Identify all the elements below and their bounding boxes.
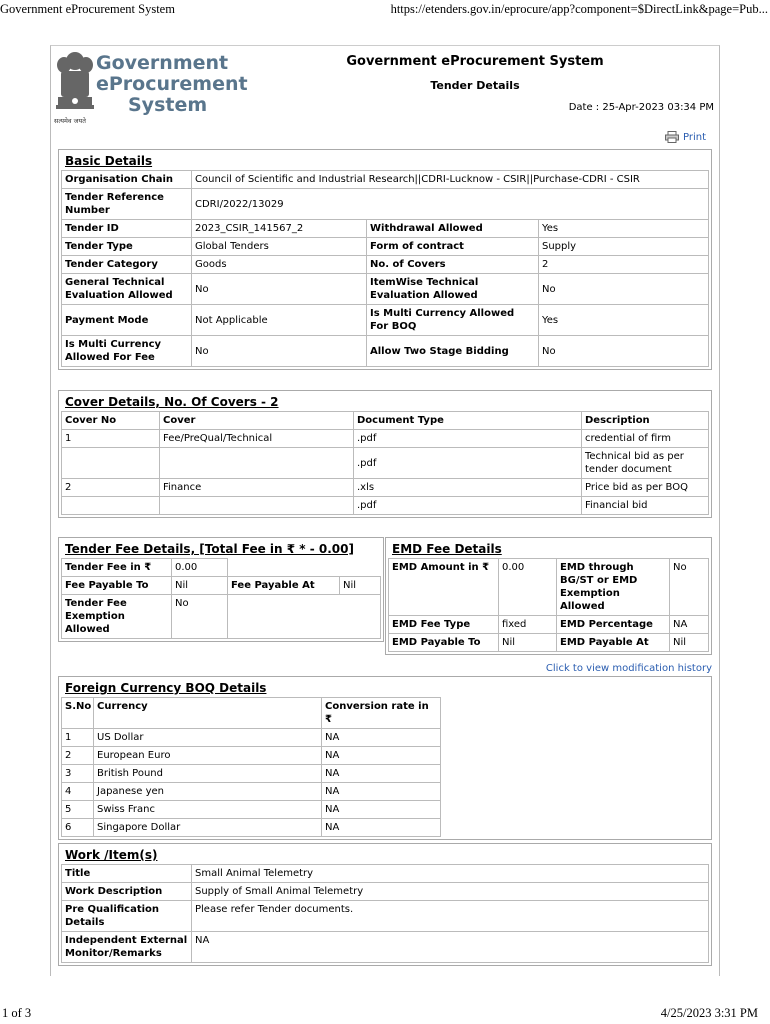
logo-line2: eProcurement (96, 73, 248, 95)
foreign-currency-title: Foreign Currency BOQ Details (65, 681, 267, 695)
work-items-section (58, 843, 712, 966)
payto-label: Fee Payable To (62, 577, 172, 595)
modification-history-link[interactable]: Click to view modification history (545, 663, 712, 674)
foreign-currency-section (58, 676, 712, 840)
column-header: Description (582, 412, 709, 430)
emd-amount-label: EMD Amount in ₹ (389, 559, 499, 616)
covers-label: No. of Covers (367, 256, 539, 274)
table-cell: Price bid as per BOQ (582, 479, 709, 497)
exempt-label: Tender Fee Exemption Allowed (62, 595, 172, 639)
table-row (389, 616, 709, 634)
table-cell: NA (322, 783, 441, 801)
column-header: Currency (94, 698, 322, 729)
table-row (62, 430, 709, 448)
multiboq-value: Yes (539, 305, 709, 336)
work-items-table (61, 864, 709, 963)
table-cell: 5 (62, 801, 94, 819)
work-desc-label: Work Description (62, 883, 192, 901)
category-label: Tender Category (62, 256, 192, 274)
basic-details-section (58, 149, 712, 370)
emd-bg-label: EMD through BG/ST or EMD Exemption Allowed (557, 559, 670, 616)
table-cell: 6 (62, 819, 94, 837)
multifee-value: No (192, 336, 367, 367)
table-row (389, 559, 709, 616)
emd-pct-label: EMD Percentage (557, 616, 670, 634)
table-cell: .pdf (354, 430, 582, 448)
column-header: Document Type (354, 412, 582, 430)
table-row (62, 171, 709, 189)
preq-label: Pre Qualification Details (62, 901, 192, 932)
logo (52, 49, 248, 127)
logo-line3: System (128, 94, 208, 116)
table-cell (160, 448, 354, 479)
gte-label: General Technical Evaluation Allowed (62, 274, 192, 305)
fee-label: Tender Fee in ₹ (62, 559, 172, 577)
date-stamp: Date : 25-Apr-2023 03:34 PM (568, 102, 714, 113)
table-cell: Financial bid (582, 497, 709, 515)
table-row (62, 559, 381, 577)
tender-id-value: 2023_CSIR_141567_2 (192, 220, 367, 238)
table-row (62, 220, 709, 238)
table-row (62, 479, 709, 497)
table-row (62, 865, 709, 883)
table-row (62, 883, 709, 901)
cover-details-table (61, 411, 709, 515)
print-label: Print (682, 131, 706, 143)
table-cell: 3 (62, 765, 94, 783)
table-cell: 1 (62, 430, 160, 448)
table-row (62, 577, 381, 595)
table-row (62, 305, 709, 336)
table-row (62, 448, 709, 479)
table-cell: NA (322, 819, 441, 837)
table-cell: NA (322, 729, 441, 747)
preq-value: Please refer Tender documents. (192, 901, 709, 932)
table-cell: Swiss Franc (94, 801, 322, 819)
tender-fee-title: Tender Fee Details, [Total Fee in ₹ * - 0.00] (65, 542, 354, 556)
table-row (62, 274, 709, 305)
withdraw-value: Yes (539, 220, 709, 238)
table-row (62, 747, 441, 765)
table-row (62, 336, 709, 367)
category-value: Goods (192, 256, 367, 274)
print-timestamp: 4/25/2023 3:31 PM (660, 1006, 758, 1020)
covers-value: 2 (539, 256, 709, 274)
gte-value: No (192, 274, 367, 305)
table-row (62, 189, 709, 220)
tender-type-label: Tender Type (62, 238, 192, 256)
table-cell: 4 (62, 783, 94, 801)
monitor-value: NA (192, 932, 709, 963)
cover-details-section (58, 390, 712, 518)
table-cell: 2 (62, 479, 160, 497)
payment-label: Payment Mode (62, 305, 192, 336)
twostage-value: No (539, 336, 709, 367)
column-header: S.No (62, 698, 94, 729)
page-number: 1 of 3 (2, 1006, 32, 1020)
work-desc-value: Supply of Small Animal Telemetry (192, 883, 709, 901)
multifee-label: Is Multi Currency Allowed For Fee (62, 336, 192, 367)
print-button[interactable] (665, 131, 706, 143)
itemwise-value: No (539, 274, 709, 305)
table-cell: Japanese yen (94, 783, 322, 801)
table-row (62, 256, 709, 274)
table-cell (62, 497, 160, 515)
table-row (62, 932, 709, 963)
withdraw-label: Withdrawal Allowed (367, 220, 539, 238)
table-cell: .pdf (354, 448, 582, 479)
emd-payat-value: Nil (670, 634, 709, 652)
logo-line1: Government (96, 52, 229, 74)
tender-fee-table (61, 558, 381, 639)
table-row (62, 595, 381, 639)
itemwise-label: ItemWise Technical Evaluation Allowed (367, 274, 539, 305)
table-row (62, 497, 709, 515)
table-cell: NA (322, 747, 441, 765)
table-row (62, 783, 441, 801)
table-row (62, 765, 441, 783)
fee-value: 0.00 (172, 559, 228, 577)
payment-value: Not Applicable (192, 305, 367, 336)
table-cell (62, 448, 160, 479)
table-cell (160, 497, 354, 515)
tender-type-value: Global Tenders (192, 238, 367, 256)
table-cell: NA (322, 801, 441, 819)
monitor-label: Independent External Monitor/Remarks (62, 932, 192, 963)
payat-value: Nil (340, 577, 381, 595)
logo-motto: सत्यमेव जयते (54, 117, 86, 125)
emd-payat-label: EMD Payable At (557, 634, 670, 652)
exempt-value: No (172, 595, 228, 639)
table-header-row (62, 698, 441, 729)
table-cell: US Dollar (94, 729, 322, 747)
column-header: Conversion rate in ₹ (322, 698, 441, 729)
table-cell: Fee/PreQual/Technical (160, 430, 354, 448)
table-cell: European Euro (94, 747, 322, 765)
table-header-row (62, 412, 709, 430)
table-row (389, 634, 709, 652)
cover-details-title: Cover Details, No. Of Covers - 2 (65, 395, 279, 409)
table-cell: .pdf (354, 497, 582, 515)
twostage-label: Allow Two Stage Bidding (367, 336, 539, 367)
column-header: Cover (160, 412, 354, 430)
emblem-icon (52, 49, 98, 125)
emd-pct-value: NA (670, 616, 709, 634)
table-cell: NA (322, 765, 441, 783)
emd-payto-value: Nil (499, 634, 557, 652)
ref-label: Tender Reference Number (62, 189, 192, 220)
table-row (62, 238, 709, 256)
table-cell: Technical bid as per tender document (582, 448, 709, 479)
column-header: Cover No (62, 412, 160, 430)
browser-tab-title: Government eProcurement System (0, 2, 175, 16)
org-value: Council of Scientific and Industrial Research||CDRI-Lucknow - CSIR||Purchase-CDRI - CSIR (192, 171, 709, 189)
table-cell: British Pound (94, 765, 322, 783)
table-cell: 2 (62, 747, 94, 765)
emd-type-label: EMD Fee Type (389, 616, 499, 634)
tender-id-label: Tender ID (62, 220, 192, 238)
emd-amount-value: 0.00 (499, 559, 557, 616)
payto-value: Nil (172, 577, 228, 595)
multiboq-label: Is Multi Currency Allowed For BOQ (367, 305, 539, 336)
table-cell: credential of firm (582, 430, 709, 448)
work-title-value: Small Animal Telemetry (192, 865, 709, 883)
emd-fee-title: EMD Fee Details (392, 542, 502, 556)
page-title: Government eProcurement System (346, 54, 604, 69)
emd-fee-table (388, 558, 709, 652)
foreign-currency-table (61, 697, 441, 837)
table-row (62, 801, 441, 819)
table-row (62, 819, 441, 837)
emd-payto-label: EMD Payable To (389, 634, 499, 652)
org-label: Organisation Chain (62, 171, 192, 189)
tender-fee-section (58, 537, 384, 642)
emd-fee-section (385, 537, 712, 655)
table-row (62, 901, 709, 932)
table-cell: 1 (62, 729, 94, 747)
emd-type-value: fixed (499, 616, 557, 634)
contract-label: Form of contract (367, 238, 539, 256)
payat-label: Fee Payable At (228, 577, 340, 595)
emd-bg-value: No (670, 559, 709, 616)
contract-value: Supply (539, 238, 709, 256)
work-title-label: Title (62, 865, 192, 883)
ref-value: CDRI/2022/13029 (192, 189, 709, 220)
basic-details-table (61, 170, 709, 367)
basic-details-title: Basic Details (65, 154, 153, 168)
table-cell: Finance (160, 479, 354, 497)
table-row (62, 729, 441, 747)
table-cell: .xls (354, 479, 582, 497)
work-items-title: Work /Item(s) (65, 848, 158, 862)
table-cell: Singapore Dollar (94, 819, 322, 837)
page-subtitle: Tender Details (430, 79, 520, 92)
browser-url: https://etenders.gov.in/eprocure/app?component=$DirectLink&page=Pub... (390, 2, 768, 16)
printer-icon (665, 131, 679, 143)
